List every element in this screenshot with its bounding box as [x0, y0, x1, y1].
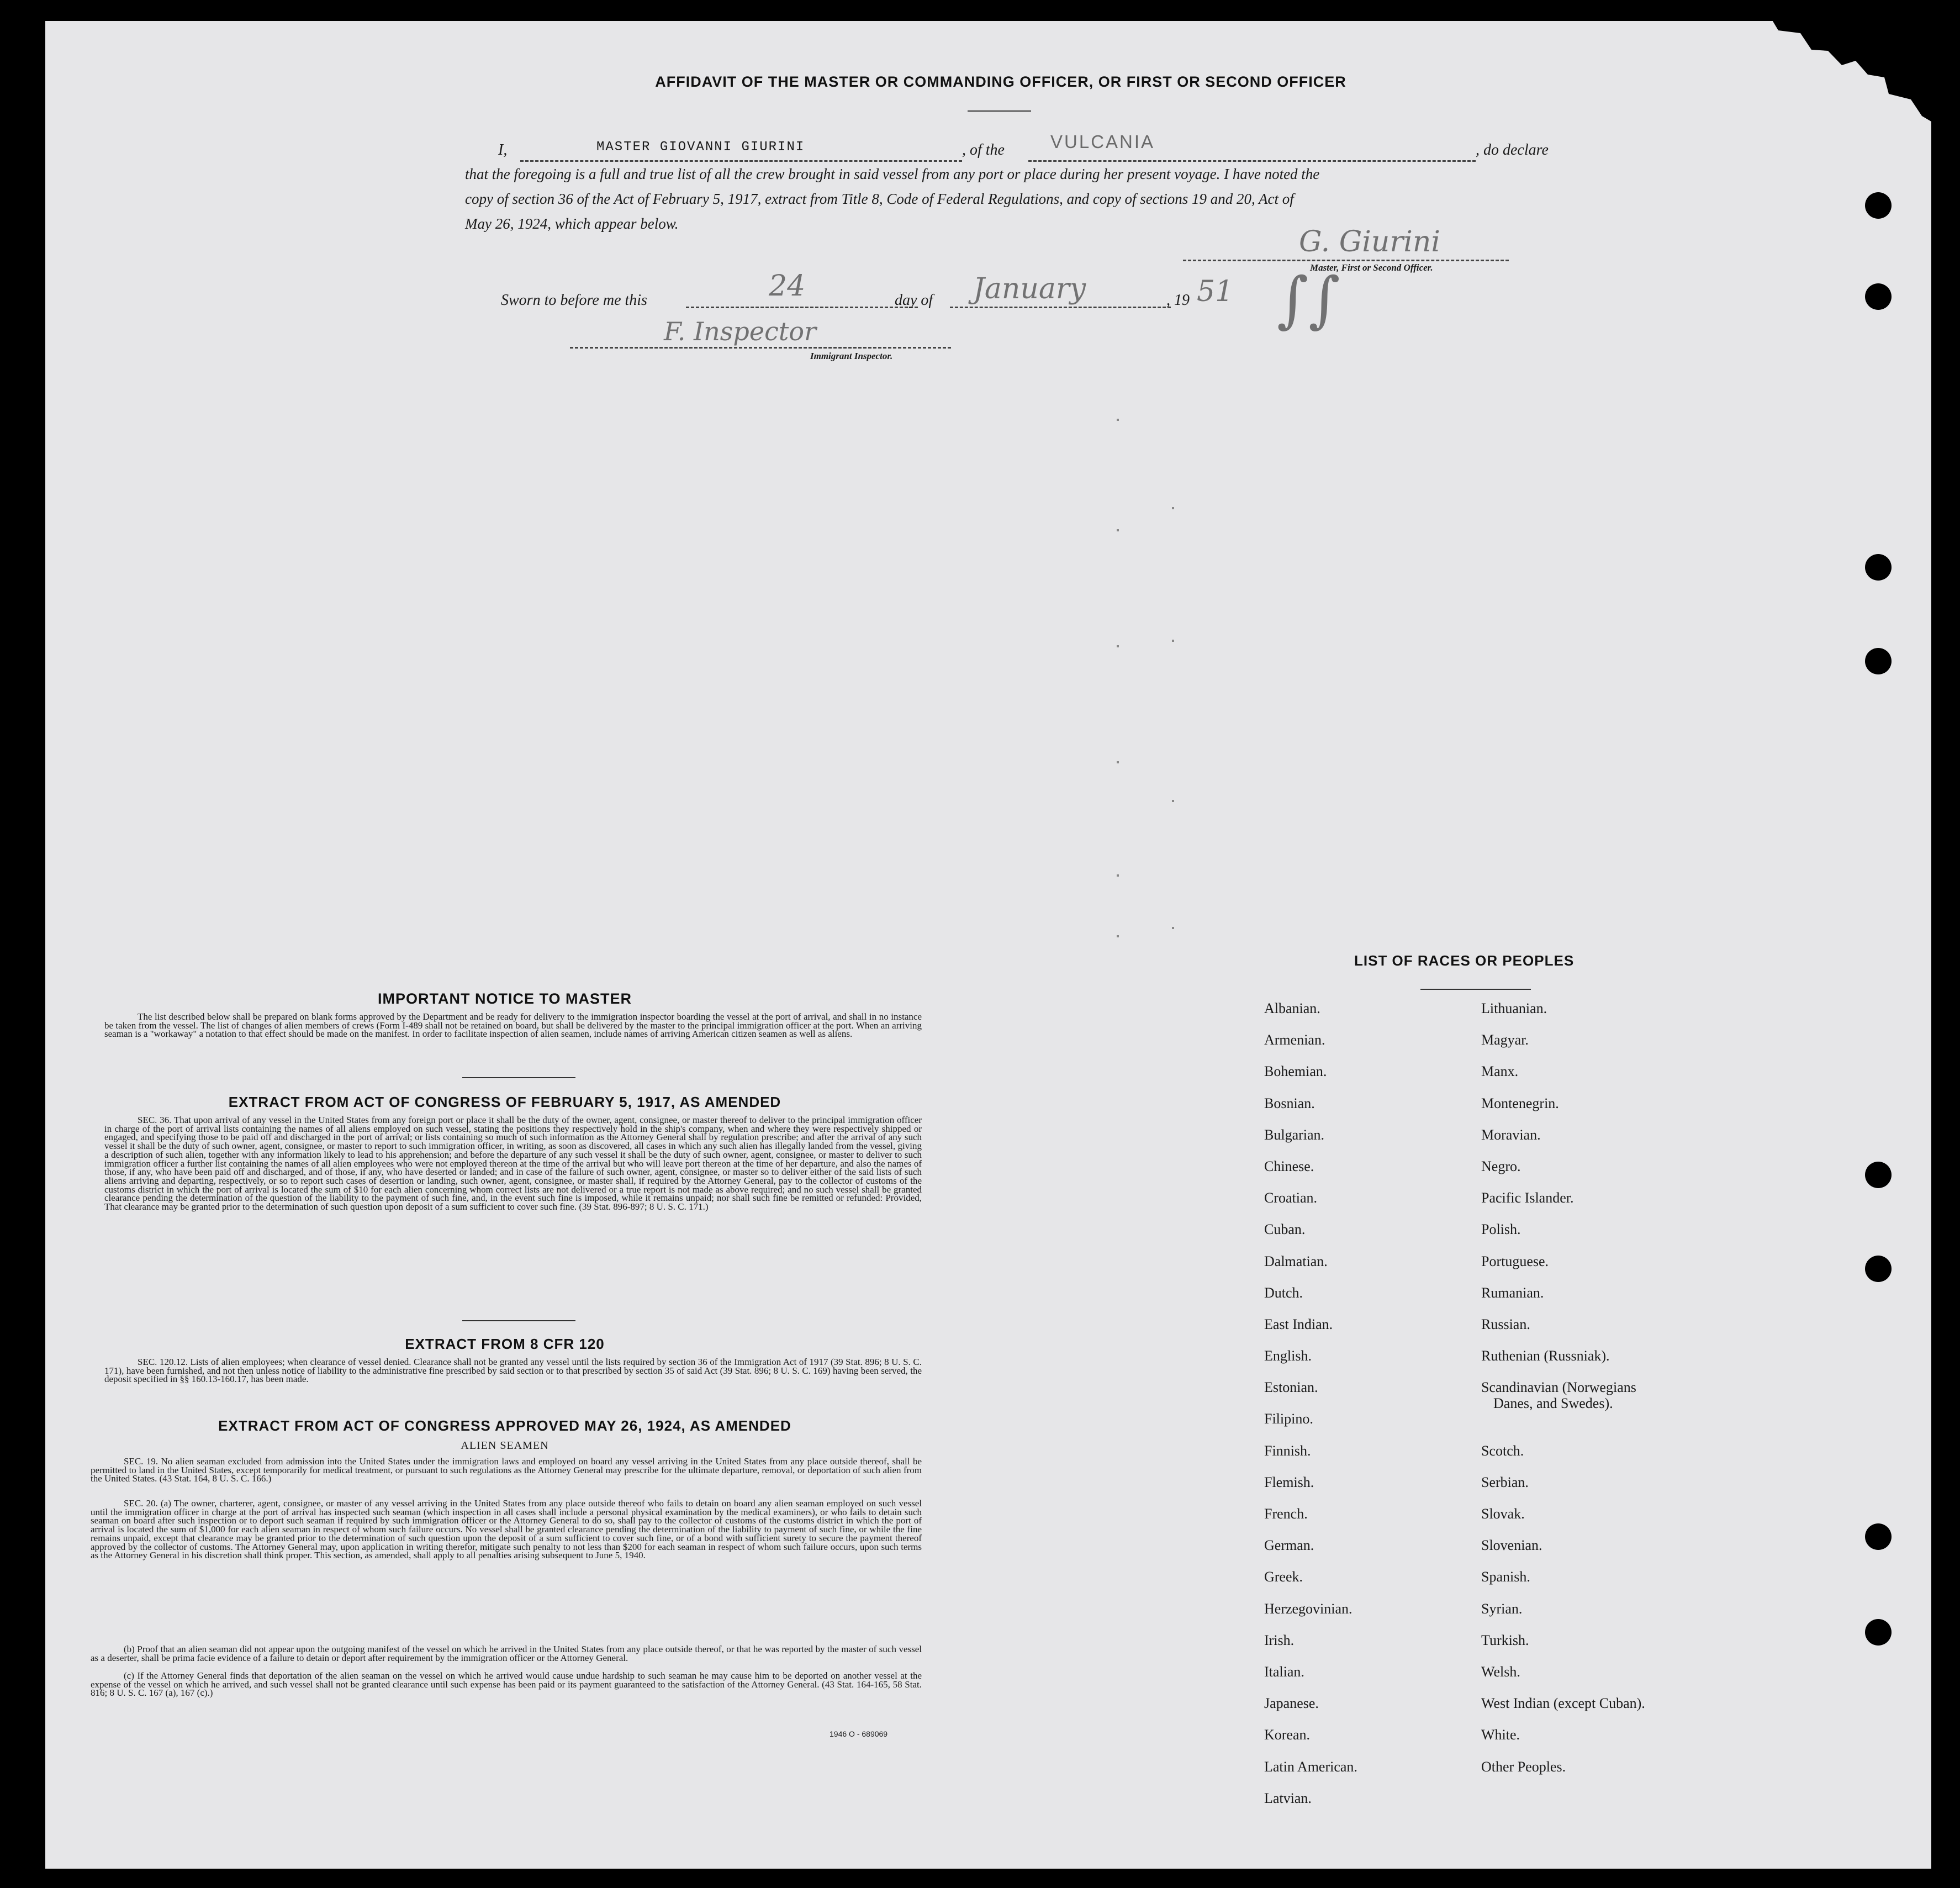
extract-1917-title: EXTRACT FROM ACT OF CONGRESS OF FEBRUARY 5, 1917, AS AMENDED [228, 1094, 781, 1110]
binder-hole [1865, 1523, 1892, 1550]
sworn-month: January [973, 272, 1086, 305]
binder-hole [1865, 1162, 1892, 1188]
notice-body: The list described below shall be prepared on blank forms approved by the Department and be ready for delivery to the immigration inspector boarding the vessel at the port of arrival, and shall in no instance be taken from the vessel. The list of changes of alien members of crews (Form I-489 shall not be retained on board, but shall be delivered by the master to the principal immigration officer at the port. When an arriving seaman is a "workaway" a notation to that effect should be made on the manifest. In order to facilitate inspection of alien seamen, include names of arriving American citizen seamen as well as aliens. [104, 1011, 922, 1040]
binder-hole [1865, 1256, 1892, 1282]
race-item: Syrian. [1481, 1600, 1523, 1617]
extract-1924-sec20a: SEC. 20. (a) The owner, charterer, agent, consignee, or master of any vessel arriving in the United States from any place outside thereof who fails to detain on board any alien seaman employed on such vessel until the immigration officer in charge at the port of arrival has inspected such seaman (which inspection in all cases shall include a personal physical examination by the medical examiners), or who fails to detain such seaman on board after such inspection or to deport such seaman if required by such immigration officer or the Attorney General to do so, shall pay to the collector of customs of the customs district in which the port of arrival is located the sum of $1,000 for each alien seaman in respect of whom such failure occurs. No vessel shall be granted clearance pending the determination of the liability to payment of such fine, or while the fine remains unpaid, except that clearance may be granted prior to the determination of such question upon the deposit of a sum sufficient to cover such fine, or of a bond with sufficient surety to secure the payment thereof approved by the collector of customs. The Attorney General may, upon application in writing therefor, mitigate such penalty to not less than $200 for each seaman in respect of whom such failure occurs, upon such terms as the Attorney General in his discretion shall think proper. This section, as amended, shall apply to all penalties arising subsequent to June 5, 1940. [91, 1498, 922, 1561]
race-item: White. [1481, 1727, 1520, 1743]
vessel-line [1028, 160, 1476, 162]
torn-corner [1723, 0, 1931, 122]
race-item: Russian. [1481, 1316, 1530, 1332]
affidavit-i-label: I, [498, 141, 508, 159]
day-of-label: day of [895, 292, 933, 309]
extract-1924-title: EXTRACT FROM ACT OF CONGRESS APPROVED MAY 26, 1924, AS AMENDED [218, 1417, 791, 1434]
vessel-name: VULCANIA [1050, 131, 1155, 152]
race-item: Welsh. [1481, 1663, 1520, 1680]
race-item: Portuguese. [1481, 1253, 1549, 1269]
race-item: Ruthenian (Russniak). [1481, 1348, 1610, 1364]
race-item: Lithuanian. [1481, 1000, 1547, 1016]
bleed-dot [1117, 935, 1119, 937]
notice-rule [462, 1077, 575, 1078]
master-name: MASTER GIOVANNI GIURINI [596, 140, 805, 155]
race-item: Spanish. [1481, 1569, 1530, 1585]
sworn-label: Sworn to before me this [501, 292, 647, 309]
bleed-dot [1117, 645, 1119, 647]
race-item: Bohemian. [1264, 1063, 1327, 1080]
affidavit-line-3: copy of section 36 of the Act of February 5, 1917, extract from Title 8, Code of Federal Regulations, and copy of sections 19 and 20, Act of [465, 191, 1294, 207]
bleed-dot [1117, 874, 1119, 877]
extract-cfr-body: SEC. 120.12. Lists of alien employees; when clearance of vessel denied. Clearance shall not be granted any vessel until the lists required by section 36 of the Immigration Act of 1917 (39 Stat. 896; 8 U. S. C. 171), have been furnished, and not then unless notice of liability to the administrative fine prescribed by said section or to that prescribed by section 35 of said Act (39 Stat. 896; 8 U. S. C. 169) having been served, the deposit specified in §§ 160.13-160.17, has been made. [104, 1357, 922, 1385]
binder-hole [1865, 554, 1892, 581]
race-item: Magyar. [1481, 1032, 1529, 1048]
inspector-caption: Immigrant Inspector. [810, 351, 893, 361]
race-item: Finnish. [1264, 1442, 1311, 1459]
extract-1917-rule [462, 1320, 575, 1321]
race-item: Herzegovinian. [1264, 1600, 1353, 1617]
race-item: Bosnian. [1264, 1095, 1315, 1111]
race-item: Latvian. [1264, 1790, 1312, 1806]
race-item: Serbian. [1481, 1474, 1529, 1490]
race-item: Pacific Islander. [1481, 1190, 1574, 1206]
print-code: 1946 O - 689069 [830, 1729, 888, 1738]
extract-1924-sec20b: (b) Proof that an alien seaman did not appear upon the outgoing manifest of the vessel on which he arrived in the United States from any place outside thereof, or that he was reported by the master of such vessel as a deserter, shall be prima facie evidence of a failure to detain or deport after requirement by the immigration officer or the Attorney General. [91, 1644, 922, 1663]
race-item: Danes, and Swedes). [1493, 1395, 1613, 1412]
sworn-day: 24 [769, 270, 806, 303]
binder-hole [1865, 648, 1892, 674]
race-item: East Indian. [1264, 1316, 1333, 1332]
race-item: Armenian. [1264, 1032, 1325, 1048]
affidavit-line-4: May 26, 1924, which appear below. [465, 215, 679, 232]
year-suffix: 51 [1197, 275, 1234, 308]
race-item: Bulgarian. [1264, 1126, 1325, 1143]
race-item: Latin American. [1264, 1758, 1357, 1775]
bleed-dot [1117, 419, 1119, 421]
race-item: German. [1264, 1537, 1314, 1554]
race-item: French. [1264, 1506, 1308, 1522]
race-item: Polish. [1481, 1221, 1521, 1238]
race-item: Albanian. [1264, 1000, 1320, 1016]
race-item: Rumanian. [1481, 1284, 1544, 1301]
race-item: Scandinavian (Norwegians [1481, 1379, 1636, 1396]
races-title: LIST OF RACES OR PEOPLES [1354, 952, 1575, 969]
race-item: West Indian (except Cuban). [1481, 1695, 1645, 1712]
title-rule [968, 110, 1031, 112]
race-item: Turkish. [1481, 1632, 1529, 1648]
extract-1917-body: SEC. 36. That upon arrival of any vessel in the United States from any foreign port or place it shall be the duty of the owner, agent, consignee, or master thereof to deliver to the principal immigration officer in charge of the port of arrival lists containing the names of all aliens employed on such vessel, stating the positions they respectively hold in the ship's company, when and where they were respectively shipped or engaged, and specifying those to be paid off and discharged in the port of arrival; or lists containing so much of such information as the Attorney General shall by regulation prescribe; and after the arrival of any such vessel it shall be the duty of such owner, agent, consignee, or master to report to such immigration officer, in writing, as soon as discovered, all cases in which any such alien has illegally landed from the vessel, giving a description of such alien, together with any information likely to lead to his apprehension; and before the departure of any such vessel it shall be the duty of such owner, agent, consignee, or master to deliver to such immigration officer a further list containing the names of all alien employees who were not employed thereon at the time of the arrival but who will leave port thereon at the time of her departure, and also the names of those, if any, who have been paid off and discharged, and of those, if any, who have deserted or landed; and in case of the failure of such owner, agent, consignee, or master so to deliver either of the said lists of such aliens arriving and departing, respectively, or so to report such cases of desertion or landing, such owner, agent, consignee, or master shall, if required by the Attorney General, pay to the collector of customs of the customs district in which the port of arrival is located the sum of $10 for each alien concerning whom correct lists are not delivered or a true report is not made as above required; and no such vessel shall be granted clearance pending the determination of the question of the liability to the payment of such fine, and, in the event such fine is imposed, while it remains unpaid; nor shall such fine be remitted or refunded: Provided, That clearance may be granted prior to the determination of such question upon deposit of a sum sufficient to cover such fine. (39 Stat. 896-897; 8 U. S. C. 171.) [104, 1115, 922, 1212]
race-item: Estonian. [1264, 1379, 1318, 1396]
notice-title: IMPORTANT NOTICE TO MASTER [378, 990, 632, 1007]
race-item: Dalmatian. [1264, 1253, 1328, 1269]
master-name-line [520, 160, 962, 162]
bleed-dot [1172, 800, 1174, 802]
race-item: Flemish. [1264, 1474, 1314, 1490]
race-item: Croatian. [1264, 1190, 1318, 1206]
race-item: Other Peoples. [1481, 1758, 1566, 1775]
sworn-day-line [686, 307, 918, 308]
binder-hole [1865, 192, 1892, 219]
race-item: Dutch. [1264, 1284, 1303, 1301]
handwritten-mark: ∫∫ [1277, 264, 1340, 335]
bleed-dot [1172, 927, 1174, 929]
race-item: Chinese. [1264, 1158, 1314, 1174]
race-item: Moravian. [1481, 1126, 1541, 1143]
race-item: Slovak. [1481, 1506, 1525, 1522]
race-item: Manx. [1481, 1063, 1519, 1080]
races-left-column [1264, 1000, 1357, 1822]
extract-cfr-title: EXTRACT FROM 8 CFR 120 [405, 1336, 605, 1352]
bleed-dot [1117, 529, 1119, 531]
binder-hole [1865, 1619, 1892, 1646]
extract-1924-sec20c: (c) If the Attorney General finds that deportation of the alien seaman on the vessel on which he arrived would cause undue hardship to such seaman he may cause him to be deported on another vessel at the expense of the vessel on which he arrived, and such vessel shall not be granted clearance until such expense has been paid or its payment guaranteed to the satisfaction of the Attorney General. (43 Stat. 164-165, 58 Stat. 816; 8 U. S. C. 167 (a), 167 (c).) [91, 1670, 922, 1699]
race-item: Filipino. [1264, 1411, 1313, 1427]
do-declare-label: , do declare [1476, 141, 1549, 159]
bleed-dot [1172, 507, 1174, 509]
affidavit-title: AFFIDAVIT OF THE MASTER OR COMMANDING OFFICER, OR FIRST OR SECOND OFFICER [655, 73, 1346, 90]
sworn-month-line [950, 307, 1171, 308]
inspector-signature: F. Inspector [664, 317, 816, 346]
extract-1924-sec19: SEC. 19. No alien seaman excluded from admission into the United States under the immigration laws and employed on board any vessel arriving in the United States from any place outside thereof, shall be permitted to land in the United States, except temporarily for medical treatment, or pursuant to such regulations as the Attorney General may prescribe for the ultimate departure, removal, or deportation of such alien from the United States. (43 Stat. 164, 8 U. S. C. 166.) [91, 1456, 922, 1484]
master-caption: Master, First or Second Officer. [1310, 262, 1433, 273]
document-page [45, 21, 1931, 1869]
bleed-dot [1117, 761, 1119, 763]
bleed-dot [1172, 640, 1174, 642]
races-right-column [1481, 1000, 1645, 1790]
race-item: Slovenian. [1481, 1537, 1542, 1554]
master-signature-line [1183, 260, 1509, 261]
extract-1924-subtitle: ALIEN SEAMEN [461, 1439, 549, 1452]
race-item: Irish. [1264, 1632, 1295, 1648]
of-the-label: , of the [962, 141, 1005, 159]
race-item: Scotch. [1481, 1442, 1524, 1459]
race-item: Montenegrin. [1481, 1095, 1559, 1111]
race-item: Negro. [1481, 1158, 1521, 1174]
race-item: Korean. [1264, 1727, 1311, 1743]
race-item: English. [1264, 1348, 1312, 1364]
race-item: Cuban. [1264, 1221, 1306, 1238]
affidavit-line-2: that the foregoing is a full and true list of all the crew brought in said vessel from any port or place during her present voyage. I have noted the [465, 166, 1320, 182]
race-item: Italian. [1264, 1663, 1304, 1680]
inspector-signature-line [570, 347, 951, 349]
year-prefix: , 19 [1166, 292, 1190, 309]
binder-hole [1865, 283, 1892, 310]
race-item: Greek. [1264, 1569, 1303, 1585]
races-rule [1420, 989, 1531, 990]
master-signature: G. Giurini [1299, 225, 1441, 259]
race-item: Japanese. [1264, 1695, 1319, 1712]
